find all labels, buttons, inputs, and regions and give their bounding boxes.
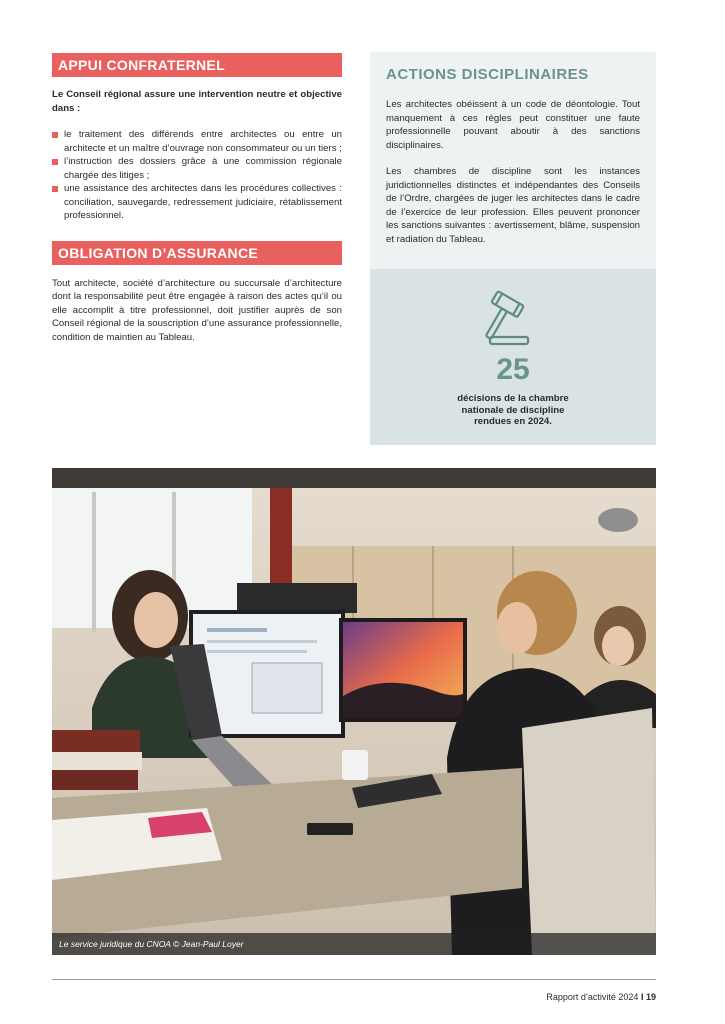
disciplinary-panel (370, 52, 656, 445)
stat-number: 25 (496, 353, 530, 386)
panel-title: ACTIONS DISCIPLINAIRES (386, 66, 589, 83)
disciplinary-paragraph-2: Les chambres de discipline sont les instances juridictionnelles distinctes et indépendantes des Conseils de l’Ordre, chargées de juger les architectes dans le cadre de l’exercice de leur profession. Elles peuvent prononcer les sanctions suivantes : avertissement, blâme, suspension et radiation du Tableau. (386, 166, 640, 245)
square-bullet-icon (52, 159, 58, 165)
list-item (52, 155, 342, 182)
office-photo (52, 468, 656, 955)
footer-divider (52, 979, 656, 980)
square-bullet-icon (52, 186, 58, 192)
left-column (52, 53, 342, 344)
stat-label (370, 393, 656, 428)
report-title: Rapport d’activité 2024 (546, 992, 639, 1002)
gavel-icon (482, 287, 548, 349)
section-title-obligation-assurance: OBLIGATION D’ASSURANCE (52, 241, 342, 265)
page-number: 19 (645, 992, 656, 1002)
disciplinary-text-block (370, 52, 656, 269)
stat-label-text: décisions de la chambre nationale de discipline rendues en 2024. (457, 393, 569, 427)
section-intro: Le Conseil régional assure une intervention neutre et objective dans : (52, 89, 342, 114)
section-title-appui-confraternel: APPUI CONFRATERNEL (52, 53, 342, 77)
footer-separator: I (640, 992, 644, 1002)
stat-block (370, 269, 656, 445)
list-item-text: le traitement des différends entre architectes ou entre un architecte et un maître d’ouvrage non consommateur ou un tiers ; (64, 129, 342, 154)
assurance-paragraph: Tout architecte, société d’architecture ou succursale d’architecture dont la responsabilité peut être engagée à raison des actes qu’il ou elle accomplit à titre professionnel, doit justifier auprès de son Conseil régional de la souscription d’une assurance professionnelle, condition de maintien au Tableau. (52, 277, 342, 343)
disciplinary-paragraph-1: Les architectes obéissent à un code de déontologie. Tout manquement à ces règles peut constituer une faute professionnelle pouvant aboutir à des sanctions disciplinaires. (386, 99, 640, 151)
list-item-text: l’instruction des dossiers grâce à une commission régionale chargée des litiges ; (64, 156, 342, 181)
square-bullet-icon (52, 132, 58, 138)
list-item-text: une assistance des architectes dans les procédures collectives : conciliation, sauvegarde, redressement judiciaire, rétablissement professionnel. (64, 183, 342, 221)
list-item (52, 182, 342, 223)
photo-caption: Le service juridique du CNOA © Jean-Paul Loyer (59, 939, 244, 949)
bullet-list (52, 128, 342, 223)
page-footer (546, 992, 656, 1002)
list-item (52, 128, 342, 155)
office-scene-illustration (52, 468, 656, 955)
